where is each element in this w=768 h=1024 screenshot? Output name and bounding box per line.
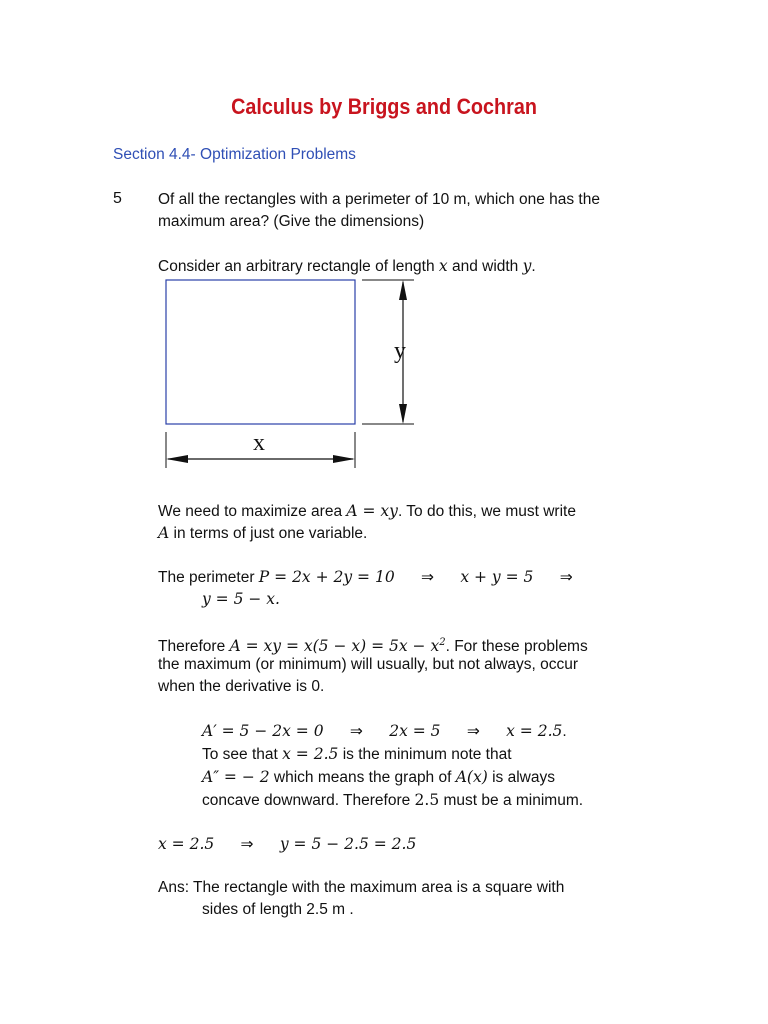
perimeter-equation: P = 2x + 2y = 10	[258, 568, 395, 586]
area-function-equation: A = xy = x(5 − x) = 5x − x	[229, 637, 440, 656]
concave-number: 2.5	[414, 791, 440, 809]
consider-and: and width	[451, 258, 519, 275]
concave-text-tail: must be a minimum.	[443, 792, 584, 809]
exponent: 2	[439, 637, 446, 648]
maximize-line-1	[158, 500, 576, 523]
implies-icon: ⇒	[421, 569, 435, 586]
critical-point: x = 2.5	[506, 722, 563, 740]
height-arrow-up-icon	[399, 280, 407, 300]
answer-line-2: sides of length 2.5 m .	[202, 901, 354, 918]
var-x: x	[438, 257, 448, 275]
see-text: To see that	[202, 746, 278, 763]
implies-icon: ⇒	[466, 723, 480, 740]
maximize-text: We need to maximize area	[158, 503, 343, 520]
perimeter-line-1	[158, 566, 573, 589]
therefore-tail: . For these problems	[445, 638, 588, 656]
second-derivative-tail: is always	[492, 769, 555, 786]
rectangle-diagram-svg	[150, 270, 430, 475]
implies-icon: ⇒	[240, 836, 254, 853]
var-y: y	[522, 257, 532, 275]
answer-line-1: Ans: The rectangle with the maximum area is a square with	[158, 879, 565, 896]
derivative-equation: A′ = 5 − 2x = 0	[202, 722, 324, 740]
width-label: x	[253, 430, 265, 456]
var-A: A	[158, 524, 170, 542]
function-notation: A(x)	[455, 768, 488, 786]
height-arrow-down-icon	[399, 404, 407, 424]
second-derivative-line	[202, 766, 555, 789]
sum-equation: x + y = 5	[460, 568, 534, 586]
section-heading: Section 4.4- Optimization Problems	[113, 146, 356, 163]
question-line-1: Of all the rectangles with a perimeter of 10 m, which one has the	[158, 191, 600, 208]
consider-text: Consider an arbitrary rectangle of length	[158, 258, 435, 275]
rectangle-shape	[166, 280, 355, 424]
x-result: x = 2.5	[158, 835, 215, 853]
consider-line: Consider an arbitrary rectangle of length x and width y.	[158, 257, 536, 275]
concave-line	[202, 789, 583, 812]
therefore-line-2: the maximum (or minimum) will usually, but not always, occur	[158, 656, 579, 673]
maximize-text-tail: . To do this, we must write	[397, 503, 576, 520]
concave-text: concave downward. Therefore	[202, 792, 411, 809]
therefore-line-3: when the derivative is 0.	[158, 678, 325, 695]
y-result: y = 5 − 2.5 = 2.5	[279, 835, 417, 853]
derivative-line: A′ = 5 − 2x = 0 ⇒ 2x = 5 ⇒ x = 2.5.	[202, 722, 567, 740]
see-text-tail: is the minimum note that	[342, 746, 512, 763]
perimeter-text: The perimeter	[158, 569, 255, 586]
maximize-line-2-text: in terms of just one variable.	[173, 525, 368, 542]
width-arrow-right-icon	[333, 455, 355, 463]
problem-number: 5	[113, 190, 122, 207]
question-line-2: maximum area? (Give the dimensions)	[158, 213, 425, 230]
implies-icon: ⇒	[349, 723, 363, 740]
perimeter-line-2	[202, 588, 280, 611]
solve-equation: 2x = 5	[389, 722, 441, 740]
rectangle-diagram	[150, 270, 430, 480]
result-line	[158, 833, 416, 856]
y-equation: y = 5 − x.	[202, 590, 280, 608]
second-derivative-equation: A″ = − 2	[202, 768, 270, 786]
width-arrow-left-icon	[166, 455, 188, 463]
maximize-line-2	[158, 522, 367, 545]
second-derivative-text: which means the graph of	[273, 769, 452, 786]
document-title: Calculus by Briggs and Cochran	[231, 94, 537, 119]
therefore-text: Therefore	[158, 638, 226, 656]
see-line	[202, 743, 512, 766]
implies-icon: ⇒	[559, 569, 573, 586]
area-equation: A = xy	[346, 502, 398, 520]
height-label: y	[394, 338, 406, 364]
see-equation: x = 2.5	[282, 745, 339, 763]
